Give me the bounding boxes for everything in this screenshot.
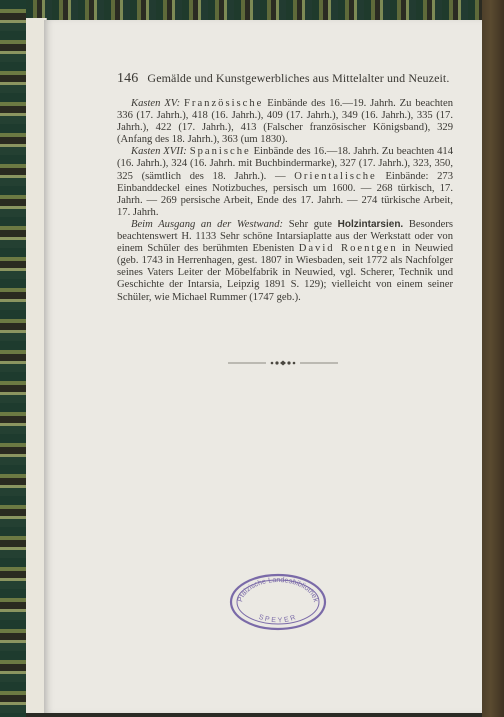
paragraph-french-bindings	[117, 98, 453, 146]
stamp-lower-text: SPEYER	[257, 613, 299, 625]
paragraph-text: in Neuwied (geb. 1743 in Herrenhagen, gest. 1807 in Wiesbaden, seit 1772 als Nachfolger seines Vaters Leiter der Möbelfabrik in Neuwied, vgl. Scherer, Technik und Geschichte der Intarsia, Leipzig 1891 S. 129); vielleicht von einem seiner Schüler, wie Michael Rummer (1747 geb.).	[117, 243, 454, 303]
section-divider-ornament	[228, 358, 338, 368]
book-cover-top-edge	[0, 0, 504, 22]
spaced-term: Französische	[184, 98, 264, 109]
spaced-term: Spanische	[189, 146, 251, 158]
running-header	[117, 71, 497, 87]
spaced-term: Orientalische	[294, 170, 377, 182]
spaced-term: David Roentgen	[298, 243, 398, 255]
book-page	[44, 20, 482, 713]
paragraph-lead: Beim Ausgang an der Westwand:	[131, 218, 284, 230]
running-title: Gemälde und Kunstgewerbliches aus Mittelalter und Neuzeit.	[147, 71, 450, 85]
book-cover-right-edge	[482, 0, 504, 717]
body-text	[117, 98, 453, 304]
library-stamp	[228, 572, 328, 632]
paragraph-text: Einbände: 273 Einbanddeckel eines Notizbuches, persisch um 1600. — 268 türkisch, 17. Jahrh. — 269 persische Arbeit, Ende des 17. Jahrh. — 274 türkische Arbeit, 17. Jahrh.	[117, 170, 453, 218]
stamp-upper-text: Pfälzische Landesbibliothek	[235, 574, 321, 603]
paragraph-text: Besonders beachtenswert H. 1133 Sehr schöne Intarsiaplatte aus der Werkstatt oder von einem Schüler des berühmten Ebenisten	[117, 218, 453, 255]
paragraph-lead: Kasten XVII:	[131, 146, 187, 158]
book-cover-left-edge	[0, 0, 26, 717]
paragraph-west-wall	[117, 219, 453, 304]
paragraph-spanish-bindings	[117, 146, 453, 219]
page-number: 146	[117, 71, 139, 86]
paragraph-text: Sehr gute	[283, 218, 338, 230]
paragraph-lead: Kasten XV:	[131, 98, 181, 109]
bold-term: Holzintarsien.	[337, 218, 404, 230]
paragraph-text: Einbände des 16.—18. Jahrh. Zu beachten 414 (16. Jahrh.), 324 (16. Jahrh. mit Buchbindermarke), 327 (17. Jahrh.), 323, 350, 325 (sämtlich des 18. Jahrh.). —	[117, 146, 453, 182]
paragraph-text: Einbände des 16.—19. Jahrh. Zu beachten 336 (17. Jahrh.), 418 (16. Jahrh.), 409 (17. Jahrh.), 349 (16. Jahrh.), 335 (17. Jahrh.), 422 (17. Jahrh.), 413 (Falscher französischer Königsband), 329 (Anfang des 18. Jahrh.), 363 (um 1830).	[117, 98, 453, 146]
